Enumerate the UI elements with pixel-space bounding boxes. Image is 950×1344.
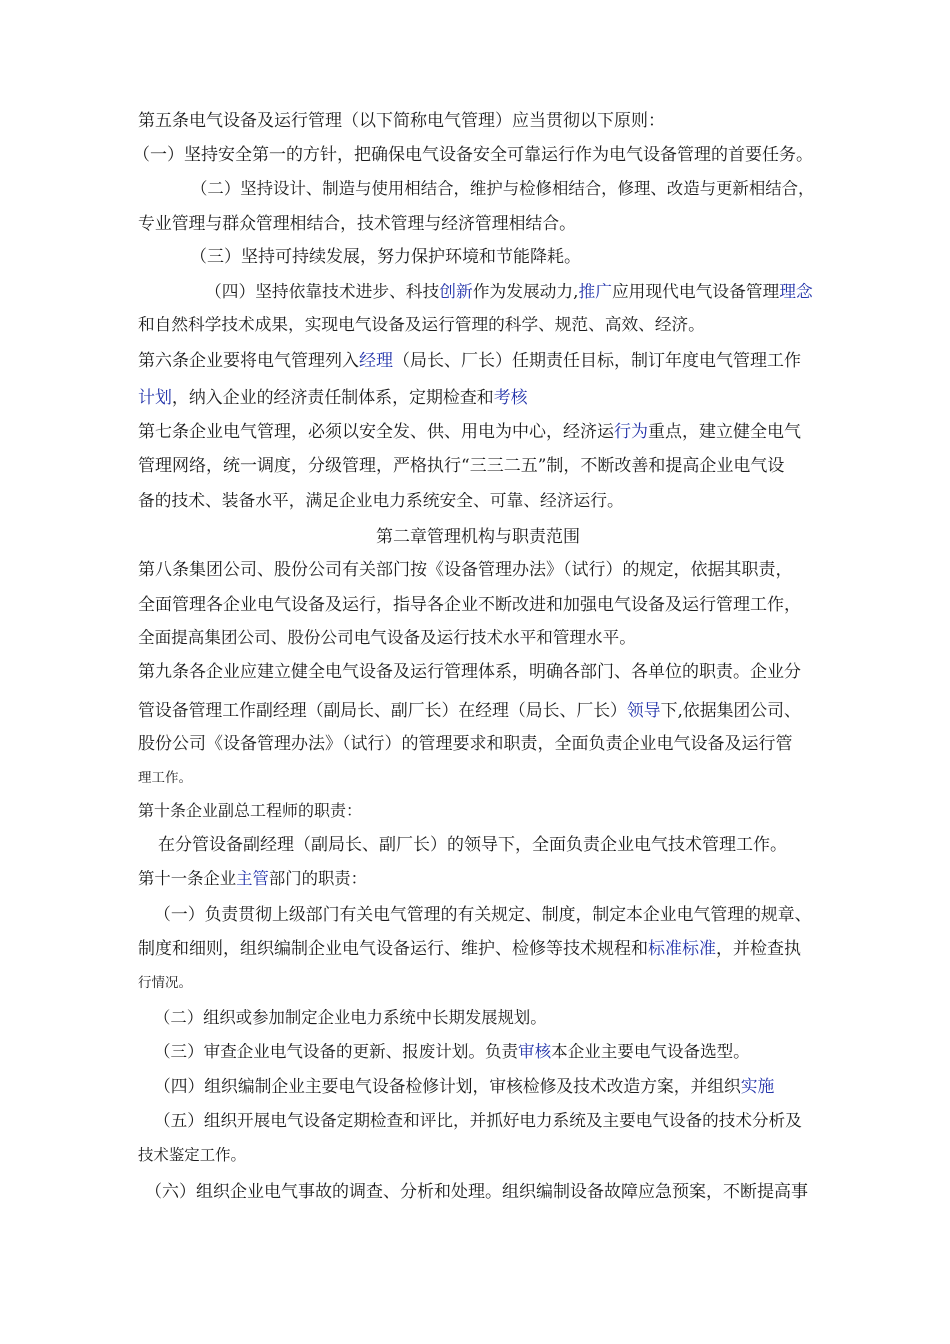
- text-segment: 部门的职责：: [268, 869, 368, 888]
- text-segment: 第六条企业要将电气管理列入: [138, 351, 359, 371]
- hyperlink[interactable]: 理念: [779, 281, 813, 301]
- text-line: [158, 835, 787, 855]
- text-segment: 本企业主要电气设备选型。: [551, 1042, 750, 1061]
- hyperlink[interactable]: 审核: [518, 1042, 552, 1061]
- text-line: [138, 700, 801, 720]
- text-segment: 第九条各企业应建立健全电气设备及运行管理体系，明确各部门、各单位的职责。企业分: [138, 662, 801, 682]
- text-segment: 理工作。: [138, 770, 192, 786]
- text-segment: 第十条企业副总工程师的职责：: [138, 801, 363, 820]
- text-line: [376, 527, 580, 547]
- hyperlink[interactable]: 创新: [439, 281, 473, 301]
- text-segment: 重点，建立健全电气: [648, 422, 801, 442]
- text-segment: 应用现代电气设备管理: [611, 281, 780, 301]
- hyperlink[interactable]: 主管: [236, 869, 269, 888]
- text-line: [138, 213, 576, 233]
- text-line: [154, 1111, 802, 1131]
- text-segment: 第十一条企业: [138, 869, 237, 888]
- text-line: [191, 179, 814, 199]
- text-line: [138, 801, 362, 821]
- text-segment: （局长、厂长）任期责任目标，制订年度电气管理工作: [393, 351, 801, 371]
- text-segment: ，纳入企业的经济责任制体系，定期检查和: [171, 387, 494, 407]
- text-line: [205, 281, 813, 301]
- text-segment: 专业管理与群众管理相结合，技术管理与经济管理相结合。: [138, 213, 576, 233]
- hyperlink[interactable]: 标准标准: [648, 939, 716, 959]
- text-line: [138, 869, 367, 889]
- text-segment: 股份公司《设备管理办法》（试行）的管理要求和职责，全面负责企业电气设备及运行管: [138, 734, 793, 754]
- text-segment: 下,依据集团公司、: [660, 700, 801, 720]
- text-segment: 备的技术、装备水平，满足企业电力系统安全、可靠、经济运行。: [138, 490, 624, 510]
- hyperlink[interactable]: 考核: [493, 387, 528, 407]
- text-line: [138, 111, 665, 131]
- text-line: [138, 662, 801, 682]
- text-segment: （四）坚持依靠技术进步、科技: [205, 281, 440, 301]
- hyperlink[interactable]: 领导: [626, 700, 661, 720]
- text-segment: （四）组织编制企业主要电气设备检修计划，审核检修及技术改造方案，并组织: [154, 1076, 741, 1096]
- text-line: [138, 351, 801, 371]
- text-segment: （二）坚持设计、制造与使用相结合，维护与检修相结合，修理、改造与更新相结合，: [191, 179, 815, 198]
- text-segment: （三）坚持可持续发展，努力保护环境和节能降耗。: [190, 247, 581, 267]
- hyperlink[interactable]: 推广: [578, 281, 612, 301]
- text-segment: 和自然科学技术成果，实现电气设备及运行管理的科学、规范、高效、经济。: [138, 315, 705, 334]
- text-segment: 第五条电气设备及运行管理（以下简称电气管理）应当贯彻以下原则：: [138, 111, 665, 131]
- text-segment: 技术鉴定工作。: [138, 1146, 246, 1164]
- text-line: [138, 456, 784, 476]
- text-line: [154, 1008, 547, 1028]
- text-segment: （一）负责贯彻上级部门有关电气管理的有关规定、制度，制定本企业电气管理的规章、: [154, 904, 812, 924]
- text-segment: 第八条集团公司、股份公司有关部门按《设备管理办法》（试行）的规定，依据其职责，: [138, 560, 793, 580]
- text-segment: 全面管理各企业电气设备及运行，指导各企业不断改进和加强电气设备及运行管理工作，: [138, 595, 801, 615]
- hyperlink[interactable]: 行为: [614, 422, 648, 442]
- text-segment: 作为发展动力,: [472, 281, 579, 301]
- text-line: [154, 1042, 750, 1062]
- text-segment: 制度和细则，组织编制企业电气设备运行、维护、检修等技术规程和: [138, 939, 648, 959]
- text-line: [138, 734, 793, 754]
- text-segment: 在分管设备副经理（副局长、副厂长）的领导下，全面负责企业电气技术管理工作。: [158, 835, 787, 855]
- text-segment: 第七条企业电气管理，必须以安全发、供、用电为中心，经济运: [138, 422, 614, 442]
- text-segment: （五）组织开展电气设备定期检查和评比，并抓好电力系统及主要电气设备的技术分析及: [154, 1111, 802, 1130]
- text-line: [138, 560, 793, 580]
- text-segment: （六）组织企业电气事故的调查、分析和处理。组织编制设备故障应急预案，不断提高事: [145, 1182, 808, 1202]
- text-line: [138, 768, 192, 788]
- text-line: [138, 939, 801, 959]
- text-line: [138, 387, 528, 407]
- text-line: [190, 247, 581, 267]
- text-line: [138, 628, 636, 648]
- text-segment: 行情况。: [138, 975, 192, 991]
- text-line: [138, 973, 192, 993]
- hyperlink[interactable]: 经理: [359, 351, 393, 371]
- text-line: [154, 904, 812, 924]
- hyperlink[interactable]: 计划: [138, 387, 172, 407]
- text-segment: 管设备管理工作副经理（副局长、副厂长）在经理（局长、厂长）: [138, 700, 627, 720]
- text-segment: （二）组织或参加制定企业电力系统中长期发展规划。: [154, 1008, 547, 1027]
- text-line: [145, 1182, 808, 1202]
- text-segment: 管理网络，统一调度，分级管理，严格执行“三三二五”制，不断改善和提高企业电气设: [138, 456, 785, 476]
- text-segment: ，并检查执: [716, 939, 801, 959]
- text-line: [138, 595, 801, 615]
- text-segment: 第二章管理机构与职责范围: [376, 527, 580, 547]
- hyperlink[interactable]: 实施: [740, 1076, 775, 1096]
- text-segment: （一）坚持安全第一的方针，把确保电气设备安全可靠运行作为电气设备管理的首要任务。: [133, 145, 813, 165]
- text-line: [133, 145, 813, 165]
- text-line: [138, 1145, 246, 1165]
- text-segment: （三）审查企业电气设备的更新、报废计划。负责: [154, 1042, 519, 1061]
- text-segment: 全面提高集团公司、股份公司电气设备及运行技术水平和管理水平。: [138, 628, 636, 647]
- text-line: [138, 422, 801, 442]
- text-line: [138, 490, 624, 510]
- text-line: [154, 1076, 774, 1096]
- text-line: [138, 315, 705, 335]
